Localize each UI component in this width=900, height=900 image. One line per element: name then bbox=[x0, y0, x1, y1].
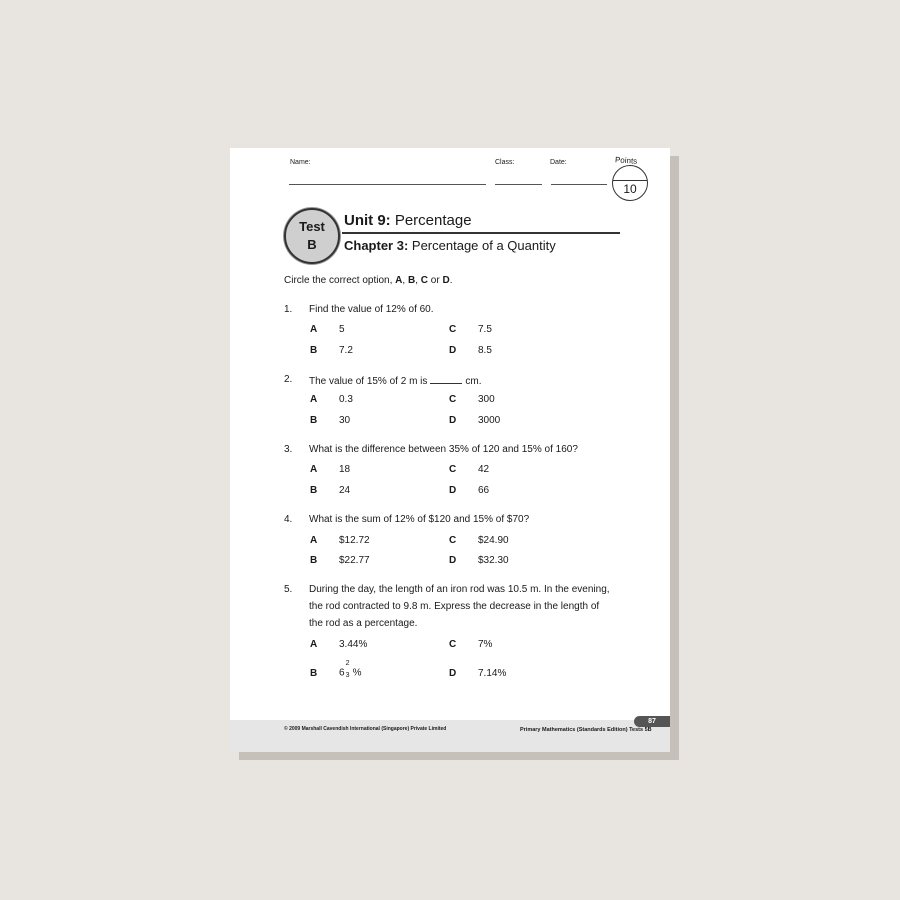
unit-title: Unit 9: Percentage bbox=[344, 212, 472, 229]
option-value-d[interactable]: 8.5 bbox=[478, 345, 492, 356]
option-value-b[interactable]: $22.77 bbox=[339, 555, 370, 566]
option-letter-d[interactable]: D bbox=[449, 415, 457, 426]
option-value-d[interactable]: 7.14% bbox=[478, 668, 507, 679]
question-number: 1. bbox=[284, 304, 293, 315]
option-value-d[interactable]: 3000 bbox=[478, 415, 501, 426]
option-value-a[interactable]: 5 bbox=[339, 324, 345, 335]
option-letter-d[interactable]: D bbox=[449, 555, 457, 566]
option-letter-a[interactable]: A bbox=[310, 324, 318, 335]
page-number: 87 bbox=[634, 716, 670, 727]
question-text: What is the sum of 12% of $120 and 15% of $70? bbox=[309, 514, 530, 525]
question-number: 2. bbox=[284, 374, 293, 385]
option-value-b[interactable]: 30 bbox=[339, 415, 351, 426]
option-letter-a[interactable]: A bbox=[310, 394, 318, 405]
points-value: 10 bbox=[623, 182, 637, 196]
class-line bbox=[495, 184, 542, 185]
option-letter-b[interactable]: B bbox=[310, 485, 318, 496]
option-value-c[interactable]: 7.5 bbox=[478, 324, 492, 335]
option-letter-d[interactable]: D bbox=[449, 485, 457, 496]
option-letter-d[interactable]: D bbox=[449, 668, 457, 679]
answer-blank bbox=[430, 374, 462, 384]
option-value-a[interactable]: $12.72 bbox=[339, 535, 370, 546]
worksheet-page bbox=[230, 148, 670, 752]
class-label: Class: bbox=[495, 159, 515, 166]
test-badge bbox=[284, 208, 340, 264]
name-label: Name: bbox=[290, 159, 311, 166]
option-letter-b[interactable]: B bbox=[310, 345, 318, 356]
question-text: The value of 15% of 2 m is cm. bbox=[309, 376, 482, 387]
option-value-c[interactable]: 42 bbox=[478, 464, 490, 475]
option-letter-a[interactable]: A bbox=[310, 535, 318, 546]
copyright-text: © 2009 Marshall Cavendish International (Singapore) Private Limited bbox=[284, 726, 447, 732]
option-letter-c[interactable]: C bbox=[449, 324, 457, 335]
question-text-line-2: the rod contracted to 9.8 m. Express the decrease in the length of bbox=[309, 601, 600, 612]
option-letter-a[interactable]: A bbox=[310, 464, 318, 475]
option-value-c[interactable]: $24.90 bbox=[478, 535, 509, 546]
option-value-b[interactable]: 7.2 bbox=[339, 345, 353, 356]
option-letter-b[interactable]: B bbox=[310, 415, 318, 426]
question-number: 3. bbox=[284, 444, 293, 455]
option-letter-b[interactable]: B bbox=[310, 555, 318, 566]
option-letter-a[interactable]: A bbox=[310, 639, 318, 650]
option-letter-d[interactable]: D bbox=[449, 345, 457, 356]
question-text: Find the value of 12% of 60. bbox=[309, 304, 434, 315]
question-number: 4. bbox=[284, 514, 293, 525]
question-text-line-1: During the day, the length of an iron rod was 10.5 m. In the evening, bbox=[309, 584, 610, 595]
option-value-d[interactable]: 66 bbox=[478, 485, 490, 496]
book-title: Primary Mathematics (Standards Edition) Tests 5B bbox=[520, 727, 652, 733]
option-value-a[interactable]: 18 bbox=[339, 464, 351, 475]
option-value-a[interactable]: 0.3 bbox=[339, 394, 353, 405]
option-letter-c[interactable]: C bbox=[449, 464, 457, 475]
badge-test-letter: B bbox=[307, 237, 317, 252]
option-value-c[interactable]: 300 bbox=[478, 394, 495, 405]
chapter-title: Chapter 3: Percentage of a Quantity bbox=[344, 238, 556, 253]
points-label: Points bbox=[614, 155, 638, 166]
question-number: 5. bbox=[284, 584, 293, 595]
title-rule bbox=[342, 232, 620, 234]
option-value-a[interactable]: 3.44% bbox=[339, 639, 368, 650]
option-letter-c[interactable]: C bbox=[449, 394, 457, 405]
option-value-b[interactable]: 24 bbox=[339, 485, 351, 496]
page-footer bbox=[230, 720, 670, 752]
option-value-b[interactable]: 6 2 3 % bbox=[339, 660, 362, 679]
question-text-line-3: the rod as a percentage. bbox=[309, 618, 418, 629]
date-label: Date: bbox=[550, 159, 567, 166]
date-line bbox=[551, 184, 607, 185]
name-line bbox=[289, 184, 486, 185]
option-value-c[interactable]: 7% bbox=[478, 639, 493, 650]
option-letter-b[interactable]: B bbox=[310, 668, 318, 679]
option-letter-c[interactable]: C bbox=[449, 535, 457, 546]
question-text: What is the difference between 35% of 120 and 15% of 160? bbox=[309, 444, 578, 455]
option-letter-c[interactable]: C bbox=[449, 639, 457, 650]
badge-test-label: Test bbox=[299, 219, 325, 234]
instruction: Circle the correct option, A, B, C or D. bbox=[284, 275, 453, 286]
fraction: 2 3 bbox=[345, 660, 350, 679]
option-value-d[interactable]: $32.30 bbox=[478, 555, 509, 566]
